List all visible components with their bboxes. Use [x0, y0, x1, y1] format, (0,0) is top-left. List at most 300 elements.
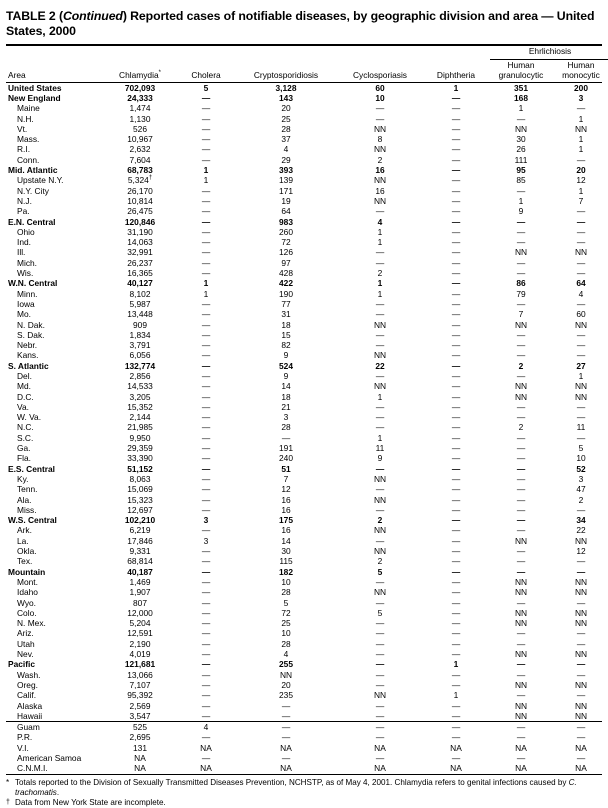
cell-cholera: —: [201, 618, 211, 629]
row-area-label: Ohio: [17, 226, 35, 237]
cell-cryptosporidiosis: —: [281, 700, 291, 711]
cell-diphtheria: —: [451, 195, 461, 206]
row-area-label: American Samoa: [17, 752, 82, 763]
cell-cyclosporiasis: —: [375, 329, 385, 340]
cell-cryptosporidiosis: 9: [283, 371, 289, 381]
cell-human-granulocytic: —: [516, 432, 526, 443]
cell-chlamydia: 132,774: [124, 360, 156, 371]
table-row: [6, 732, 608, 742]
cell-human-granulocytic: 1: [518, 195, 524, 206]
cell-chlamydia: 9,331: [129, 546, 151, 557]
header-labels-row: [6, 70, 608, 82]
cell-cryptosporidiosis: 19: [281, 195, 291, 206]
cell-diphtheria: —: [451, 206, 461, 217]
cell-chlamydia: 6,219: [129, 525, 151, 536]
cell-chlamydia: 21,985: [127, 422, 153, 433]
cell-cyclosporiasis: —: [375, 309, 385, 320]
cell-chlamydia: NA: [134, 763, 146, 774]
table-row: [6, 289, 608, 299]
table-row: [6, 587, 608, 597]
row-area-label: Del.: [17, 371, 32, 381]
title-prefix: TABLE 2 (: [6, 9, 63, 23]
row-area-label: W.S. Central: [8, 515, 57, 526]
cell-chlamydia: 13,448: [127, 309, 153, 320]
cell-chlamydia: 121,681: [124, 659, 156, 670]
table-row: [6, 237, 608, 247]
table-row: [6, 144, 608, 154]
cell-cholera: —: [201, 463, 211, 474]
cell-cyclosporiasis: NN: [373, 123, 387, 134]
cell-human-monocytic: —: [576, 722, 586, 733]
row-area-label: S.C.: [17, 432, 34, 443]
header-subtitle-row: [6, 59, 608, 70]
cell-cholera: —: [201, 237, 211, 248]
table-row: [6, 206, 608, 216]
cell-cryptosporidiosis: —: [281, 710, 291, 721]
cell-human-monocytic: —: [576, 340, 586, 351]
cell-cyclosporiasis: —: [375, 340, 385, 351]
cell-cyclosporiasis: —: [375, 597, 385, 608]
table-row: [6, 618, 608, 628]
cell-cyclosporiasis: —: [375, 679, 385, 690]
footnote-asterisk-mark: *: [6, 777, 10, 787]
cell-human-monocytic: NN: [574, 247, 588, 258]
row-area-label: Okla.: [17, 546, 37, 557]
cell-chlamydia: NA: [134, 752, 146, 763]
cell-human-monocytic: —: [576, 103, 586, 114]
table-row: [6, 722, 608, 732]
cell-human-monocytic: 47: [576, 484, 586, 495]
cell-chlamydia: 13,066: [127, 669, 153, 680]
cell-cyclosporiasis: 2: [377, 515, 383, 526]
row-area-label: Ill.: [17, 247, 26, 258]
cell-chlamydia: 1,474: [129, 103, 151, 114]
cell-cryptosporidiosis: 37: [281, 134, 291, 145]
cell-human-granulocytic: —: [516, 473, 526, 484]
row-area-label: Maine: [17, 103, 40, 114]
cell-human-granulocytic: NN: [514, 607, 528, 618]
cell-chlamydia: 8,063: [129, 473, 151, 484]
cell-chlamydia: 3,547: [129, 710, 151, 721]
cell-human-monocytic: —: [576, 298, 586, 309]
table-row: [6, 701, 608, 711]
table-row: [6, 124, 608, 134]
cell-cholera: —: [201, 185, 211, 196]
cell-cryptosporidiosis: 25: [281, 618, 291, 629]
cell-diphtheria: —: [451, 566, 461, 577]
cell-diphtheria: —: [451, 237, 461, 248]
cell-cyclosporiasis: —: [375, 659, 385, 670]
cell-diphtheria: —: [451, 298, 461, 309]
cell-cholera: 3: [203, 535, 209, 546]
cell-cholera: —: [201, 566, 211, 577]
cell-human-granulocytic: —: [516, 494, 526, 505]
table-row: [6, 175, 608, 185]
table-row: [6, 690, 608, 700]
page-title: [6, 9, 602, 38]
table-row: [6, 763, 608, 773]
table-row: [6, 392, 608, 402]
cell-cholera: —: [201, 216, 211, 227]
cell-human-monocytic: —: [576, 659, 586, 670]
cell-chlamydia: 15,323: [127, 494, 153, 505]
cell-human-granulocytic: NN: [514, 381, 528, 392]
row-area-label: N.C.: [17, 422, 34, 433]
cell-human-granulocytic: —: [516, 752, 526, 763]
cell-human-granulocytic: NN: [514, 247, 528, 258]
cell-diphtheria: —: [451, 412, 461, 423]
cell-cyclosporiasis: 22: [375, 360, 385, 371]
cell-diphtheria: —: [451, 123, 461, 134]
footnote-dagger: [6, 798, 602, 808]
cell-cyclosporiasis: —: [375, 206, 385, 217]
cell-cryptosporidiosis: 28: [281, 638, 291, 649]
cell-diphtheria: —: [451, 185, 461, 196]
cell-human-granulocytic: —: [516, 257, 526, 268]
cell-chlamydia: 2,190: [129, 638, 151, 649]
cell-cryptosporidiosis: 235: [279, 690, 293, 701]
row-area-label: Utah: [17, 638, 35, 649]
cell-cyclosporiasis: 4: [377, 216, 383, 227]
row-area-label: N.Y. City: [17, 185, 49, 196]
table-row: [6, 268, 608, 278]
cell-cholera: —: [201, 638, 211, 649]
row-area-label: Hawaii: [17, 710, 43, 721]
cell-cryptosporidiosis: 31: [281, 309, 291, 320]
footnote-dagger-text: Data from New York State are incomplete.: [15, 797, 166, 807]
cell-diphtheria: —: [451, 473, 461, 484]
cell-human-monocytic: NN: [574, 649, 588, 660]
cell-cryptosporidiosis: 16: [281, 504, 291, 515]
cell-human-monocytic: NN: [574, 391, 588, 402]
cell-human-granulocytic: NN: [514, 618, 528, 629]
cell-human-monocytic: —: [576, 237, 586, 248]
table-row: [6, 217, 608, 227]
cell-human-monocytic: —: [576, 350, 586, 361]
cell-cyclosporiasis: 1: [377, 278, 383, 289]
cell-cholera: —: [201, 371, 211, 381]
cell-diphtheria: —: [451, 319, 461, 330]
table-row: [6, 155, 608, 165]
cell-cyclosporiasis: 5: [377, 607, 383, 618]
table-row: [6, 258, 608, 268]
cell-chlamydia: 526: [133, 123, 147, 134]
cell-cyclosporiasis: NN: [373, 144, 387, 155]
cell-human-monocytic: —: [576, 154, 586, 165]
cell-diphtheria: —: [451, 587, 461, 598]
cell-cryptosporidiosis: 14: [281, 535, 291, 546]
cell-cyclosporiasis: 16: [375, 185, 385, 196]
cell-human-monocytic: 1: [578, 113, 584, 124]
cell-diphtheria: —: [451, 371, 461, 381]
col-cryptosporidiosis: Cryptosporidiosis: [253, 69, 319, 80]
row-area-label: N. Mex.: [17, 618, 46, 629]
cell-diphtheria: —: [451, 546, 461, 557]
cell-cholera: —: [201, 298, 211, 309]
cell-diphtheria: —: [451, 722, 461, 733]
cell-diphtheria: —: [451, 607, 461, 618]
footnote-asterisk: [6, 778, 602, 798]
cell-human-monocytic: NN: [574, 679, 588, 690]
cell-chlamydia: 2,695: [129, 732, 151, 743]
cell-cyclosporiasis: —: [375, 103, 385, 114]
table-row: [6, 711, 608, 721]
cell-chlamydia: 807: [133, 597, 147, 608]
cell-chlamydia: 1,469: [129, 576, 151, 587]
cell-cryptosporidiosis: 255: [279, 659, 293, 670]
cell-cryptosporidiosis: NA: [280, 742, 292, 753]
cell-human-granulocytic: —: [516, 556, 526, 567]
cell-diphtheria: —: [451, 391, 461, 402]
cell-cholera: —: [201, 412, 211, 423]
row-area-label: N.H.: [17, 113, 34, 124]
cell-human-monocytic: —: [576, 638, 586, 649]
cell-cholera: —: [201, 401, 211, 412]
cell-cryptosporidiosis: 25: [281, 113, 291, 124]
table-row: [6, 186, 608, 196]
table-row: [6, 278, 608, 288]
cell-cryptosporidiosis: 82: [281, 340, 291, 351]
row-area-label: Tex.: [17, 556, 33, 567]
cell-cholera: —: [201, 257, 211, 268]
col-human-monocytic-line1: Human: [567, 59, 595, 70]
cell-human-granulocytic: 95: [516, 165, 526, 176]
cell-human-monocytic: —: [576, 690, 586, 701]
table-row: [6, 536, 608, 546]
row-area-label: Calif.: [17, 690, 37, 701]
cell-human-monocytic: 1: [578, 371, 584, 381]
cell-human-granulocytic: —: [516, 340, 526, 351]
cell-diphtheria: —: [451, 597, 461, 608]
table-row: [6, 525, 608, 535]
cell-human-granulocytic: —: [516, 484, 526, 495]
cell-diphtheria: —: [451, 710, 461, 721]
table-row: [6, 474, 608, 484]
cell-diphtheria: —: [451, 360, 461, 371]
cell-cyclosporiasis: 10: [375, 92, 385, 103]
row-area-label: Minn.: [17, 288, 38, 299]
cell-cryptosporidiosis: 5: [283, 597, 289, 608]
cell-cholera: —: [201, 649, 211, 660]
cell-diphtheria: —: [451, 700, 461, 711]
table-row: [6, 247, 608, 257]
cell-chlamydia: 10,814: [127, 195, 153, 206]
cell-diphtheria: —: [451, 752, 461, 763]
table-row: [6, 227, 608, 237]
table-row: [6, 743, 608, 753]
cell-cryptosporidiosis: 191: [279, 443, 293, 454]
cell-human-monocytic: 7: [578, 195, 584, 206]
cell-cryptosporidiosis: 4: [283, 144, 289, 155]
cell-human-granulocytic: 9: [518, 206, 524, 217]
cell-cyclosporiasis: 1: [377, 391, 383, 402]
row-area-label: S. Dak.: [17, 329, 45, 340]
cell-cyclosporiasis: —: [375, 298, 385, 309]
cell-diphtheria: —: [451, 134, 461, 145]
cell-cryptosporidiosis: 171: [279, 185, 293, 196]
cell-cholera: 1: [203, 288, 209, 299]
cell-diphtheria: —: [451, 494, 461, 505]
cell-human-granulocytic: —: [516, 546, 526, 557]
cell-human-granulocytic: 86: [516, 278, 526, 289]
cell-human-monocytic: NN: [574, 587, 588, 598]
col-chlamydia: [102, 70, 178, 82]
cell-cryptosporidiosis: 72: [281, 237, 291, 248]
cell-cholera: —: [201, 422, 211, 433]
cell-cyclosporiasis: —: [375, 535, 385, 546]
row-area-label: Nev.: [17, 649, 34, 660]
cell-diphtheria: —: [451, 432, 461, 443]
cell-human-monocytic: 11: [576, 422, 586, 433]
cell-human-monocytic: 34: [576, 515, 586, 526]
cell-diphtheria: —: [451, 350, 461, 361]
cell-cyclosporiasis: —: [375, 422, 385, 433]
cell-human-monocytic: NN: [574, 607, 588, 618]
cell-cyclosporiasis: —: [375, 628, 385, 639]
cell-human-granulocytic: NN: [514, 700, 528, 711]
row-area-label: Idaho: [17, 587, 38, 598]
row-area-label: Fla.: [17, 453, 31, 464]
cell-human-granulocytic: —: [516, 525, 526, 536]
cell-cyclosporiasis: NN: [373, 546, 387, 557]
cell-chlamydia: 3,791: [129, 340, 151, 351]
cell-cholera: —: [201, 113, 211, 124]
table-body-states: [6, 83, 608, 721]
cell-cryptosporidiosis: 20: [281, 679, 291, 690]
cell-diphtheria: —: [451, 515, 461, 526]
cell-cyclosporiasis: NN: [373, 381, 387, 392]
table-row: [6, 443, 608, 453]
row-area-label: La.: [17, 535, 29, 546]
cell-chlamydia: 26,475: [127, 206, 153, 217]
cell-diphtheria: —: [451, 226, 461, 237]
cell-chlamydia: 68,783: [127, 165, 153, 176]
cell-cholera: —: [201, 710, 211, 721]
table-row: [6, 103, 608, 113]
table-row: [6, 484, 608, 494]
table-row: [6, 577, 608, 587]
row-area-label: Wyo.: [17, 597, 37, 608]
col-area: Area: [8, 69, 26, 80]
cell-human-granulocytic: 351: [514, 82, 528, 93]
table-body-territories: [6, 722, 608, 773]
table-row: [6, 639, 608, 649]
table-row: [6, 340, 608, 350]
cell-cholera: —: [201, 309, 211, 320]
cell-human-monocytic: 60: [576, 309, 586, 320]
cell-human-granulocytic: NN: [514, 679, 528, 690]
cell-cholera: —: [201, 206, 211, 217]
cell-cholera: —: [201, 195, 211, 206]
cell-chlamydia: 7,107: [129, 679, 151, 690]
table-row: [6, 680, 608, 690]
row-area-label: Pa.: [17, 206, 30, 217]
cell-human-granulocytic: —: [516, 298, 526, 309]
cell-human-granulocytic: NN: [514, 535, 528, 546]
cell-human-monocytic: 27: [576, 360, 586, 371]
cell-chlamydia: 26,237: [127, 257, 153, 268]
cell-cyclosporiasis: NN: [373, 473, 387, 484]
cell-cyclosporiasis: —: [375, 401, 385, 412]
row-area-label: Ariz.: [17, 628, 34, 639]
cell-cryptosporidiosis: 240: [279, 453, 293, 464]
cell-human-monocytic: —: [576, 628, 586, 639]
cell-cholera: —: [201, 752, 211, 763]
cell-chlamydia: 14,533: [127, 381, 153, 392]
cell-human-granulocytic: —: [516, 113, 526, 124]
cell-cryptosporidiosis: 3,128: [275, 82, 297, 93]
cell-diphtheria: —: [451, 638, 461, 649]
cell-human-granulocytic: —: [516, 515, 526, 526]
cell-human-granulocytic: NN: [514, 391, 528, 402]
col-human-monocytic-line2: monocytic: [562, 69, 600, 80]
table-row: [6, 546, 608, 556]
cell-human-granulocytic: —: [516, 412, 526, 423]
title-continued: Continued: [62, 9, 123, 23]
cell-cholera: —: [201, 144, 211, 155]
cell-diphtheria: —: [451, 268, 461, 279]
row-area-label: Iowa: [17, 298, 35, 309]
cell-cyclosporiasis: 2: [377, 268, 383, 279]
cell-human-monocytic: NA: [575, 763, 587, 774]
cell-chlamydia: 5,987: [129, 298, 151, 309]
footnote-asterisk-text: Totals reported to the Division of Sexually Transmitted Diseases Prevention, NCHSTP, as of May 4, 2001. Chlamydia refers to genital infections caused by: [15, 777, 569, 787]
cell-diphtheria: —: [451, 453, 461, 464]
cell-cholera: —: [201, 350, 211, 361]
cell-cryptosporidiosis: 4: [283, 649, 289, 660]
footnote-asterisk-text-after: .: [56, 787, 60, 797]
cell-human-monocytic: 3: [578, 92, 584, 103]
table-bottom-rule: [6, 774, 602, 775]
cell-human-monocytic: 5: [578, 443, 584, 454]
cell-diphtheria: 1: [453, 82, 459, 93]
cell-cyclosporiasis: —: [375, 412, 385, 423]
cell-diphtheria: —: [451, 329, 461, 340]
cell-cryptosporidiosis: —: [281, 432, 291, 443]
cell-cyclosporiasis: —: [375, 247, 385, 258]
cell-cholera: 1: [203, 165, 209, 176]
cell-chlamydia: 14,063: [127, 237, 153, 248]
cell-diphtheria: —: [451, 92, 461, 103]
row-area-label: Mountain: [8, 566, 46, 577]
cell-human-granulocytic: 85: [516, 175, 526, 186]
cell-chlamydia: 5,324†: [127, 175, 153, 186]
cell-human-granulocytic: 2: [518, 422, 524, 433]
row-area-label: New England: [8, 92, 61, 103]
cell-human-monocytic: 22: [576, 525, 586, 536]
cell-cholera: —: [201, 391, 211, 402]
cell-human-monocytic: —: [576, 566, 586, 577]
row-area-label: P.R.: [17, 732, 33, 743]
cell-human-granulocytic: —: [516, 237, 526, 248]
cell-chlamydia: 7,604: [129, 154, 151, 165]
cell-cholera: —: [201, 473, 211, 484]
cell-cholera: —: [201, 226, 211, 237]
cell-human-monocytic: 1: [578, 185, 584, 196]
cell-human-monocytic: —: [576, 401, 586, 412]
table-row: [6, 371, 608, 381]
cell-chlamydia: 6,056: [129, 350, 151, 361]
cell-cryptosporidiosis: 983: [279, 216, 293, 227]
cell-cholera: 3: [203, 515, 209, 526]
cell-cryptosporidiosis: 10: [281, 628, 291, 639]
cell-cryptosporidiosis: 428: [279, 268, 293, 279]
cell-diphtheria: —: [451, 216, 461, 227]
cell-human-monocytic: NN: [574, 319, 588, 330]
ehrlichiosis-group-label: Ehrlichiosis: [528, 46, 572, 57]
cell-cryptosporidiosis: 20: [281, 103, 291, 114]
cell-cyclosporiasis: 2: [377, 154, 383, 165]
